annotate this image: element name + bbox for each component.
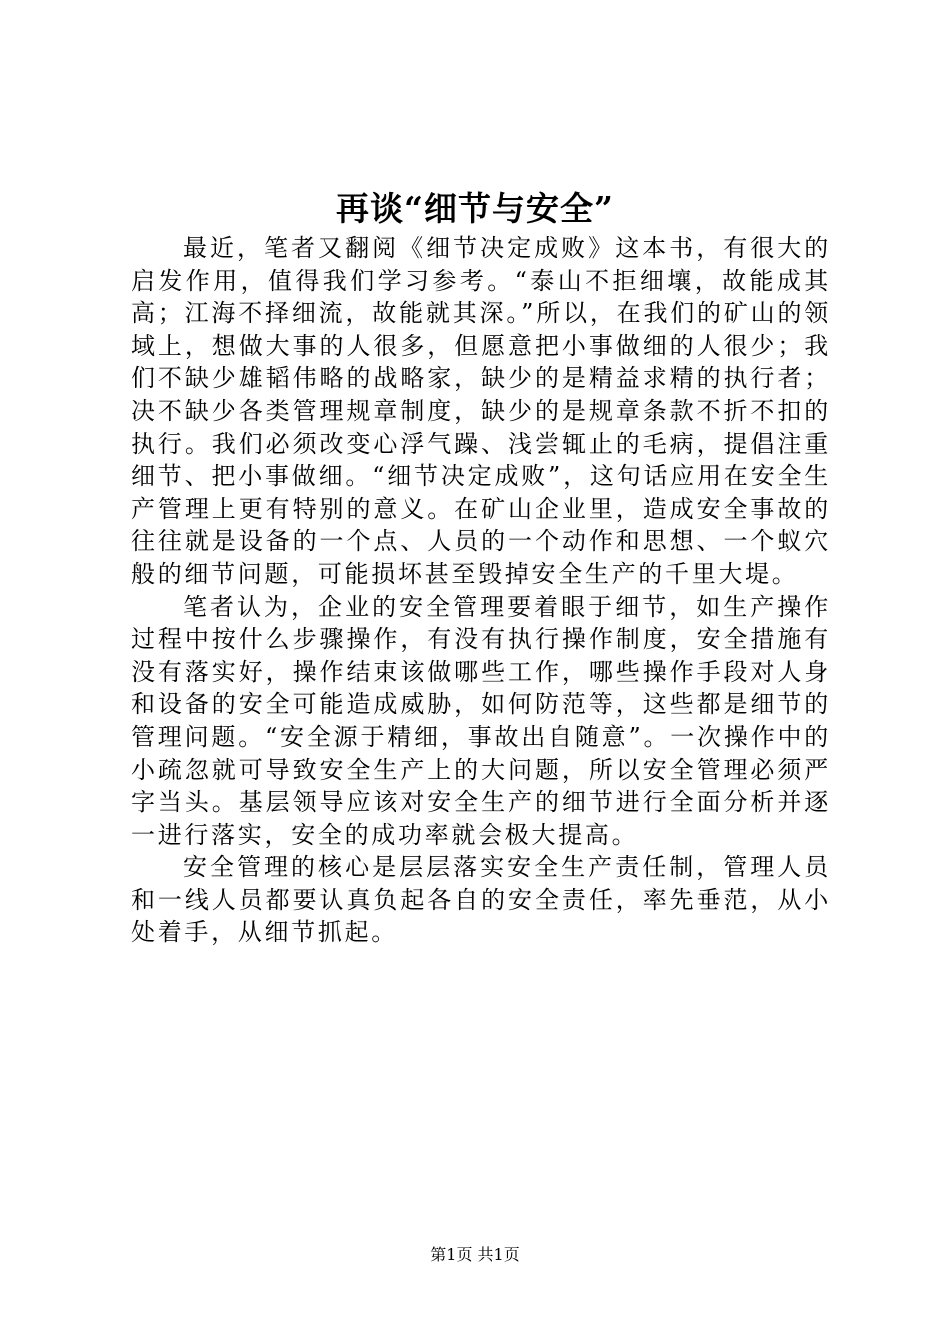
paragraph-1: 最近，笔者又翻阅《细节决定成败》这本书，有很大的启发作用，值得我们学习参考。“泰山不拒细壤，故能成其高；江海不择细流，故能就其深。”所以，在我们的矿山的领域上，想做大事的人很多，但愿意把小事做细的人很少；我们不缺少雄韬伟略的战略家，缺少的是精益求精的执行者；决不缺少各类管理规章制度，缺少的是规章条款不折不扣的执行。我们必须改变心浮气躁、浅尝辄止的毛病，提倡注重细节、把小事做细。“细节决定成败”，这句话应用在安全生产管理上更有特别的意义。在矿山企业里，造成安全事故的往往就是设备的一个点、人员的一个动作和思想、一个蚁穴般的细节问题，可能损坏甚至毁掉安全生产的千里大堤。 (131, 234, 831, 588)
paragraph-2: 笔者认为，企业的安全管理要着眼于细节，如生产操作过程中按什么步骤操作，有没有执行操作制度，安全措施有没有落实好，操作结束该做哪些工作，哪些操作手段对人身和设备的安全可能造成威胁，如何防范等，这些都是细节的管理问题。“安全源于精细，事故出自随意”。一次操作中的小疏忽就可导致安全生产上的大问题，所以安全管理必须严字当头。基层领导应该对安全生产的细节进行全面分析并逐一进行落实，安全的成功率就会极大提高。 (131, 592, 831, 849)
page-footer: 第1页 共1页 (430, 1245, 520, 1264)
article-body (131, 232, 831, 949)
paragraph-3: 安全管理的核心是层层落实安全生产责任制，管理人员和一线人员都要认真负起各自的安全责任，率先垂范，从小处着手，从细节抓起。 (131, 853, 831, 947)
page-title: 再谈“细节与安全” (336, 189, 614, 228)
